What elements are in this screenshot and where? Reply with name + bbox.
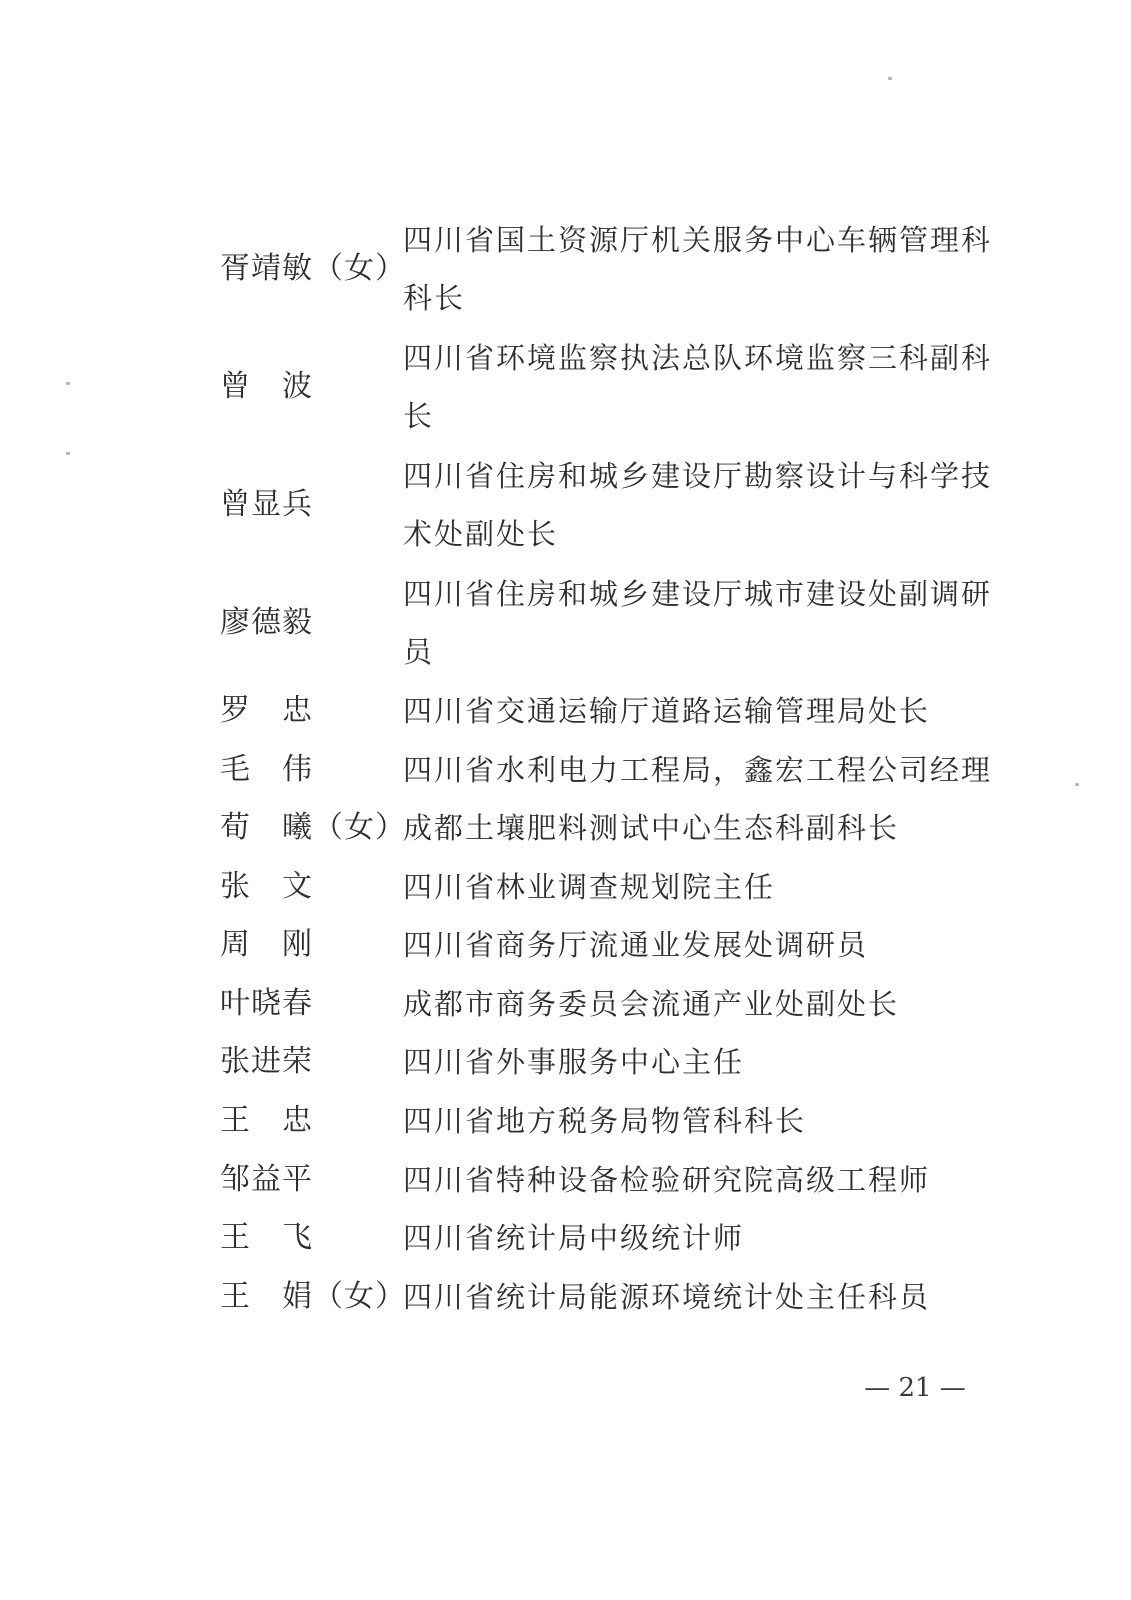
organization-line: 四川省国土资源厅机关服务中心车辆管理科 [403, 223, 993, 257]
person-name: 叶晓春 [220, 986, 313, 1021]
organization-title [403, 565, 1003, 681]
organization-line: 术处副处长 [403, 517, 559, 551]
person-name: 王 飞 [220, 1220, 313, 1255]
page-number: — 21 — [864, 1373, 966, 1403]
person-name: 张 文 [220, 869, 313, 904]
organization-title [403, 1092, 1003, 1150]
organization-title [403, 447, 1003, 563]
scan-speck [888, 77, 892, 80]
organization-title [403, 1033, 1003, 1091]
person-name: 荀 曦（女） [220, 810, 406, 845]
person-name: 廖德毅 [220, 605, 313, 640]
person-name: 邹益平 [220, 1162, 313, 1197]
scan-speck [66, 382, 70, 385]
scan-speck [1075, 783, 1079, 786]
organization-line: 四川省林业调查规划院主任 [403, 870, 776, 904]
person-name: 毛 伟 [220, 752, 313, 787]
organization-title [403, 1268, 1003, 1326]
person-name: 胥靖敏（女） [220, 251, 406, 286]
organization-line: 四川省统计局中级统计师 [403, 1221, 745, 1255]
organization-line: 四川省外事服务中心主任 [403, 1045, 745, 1079]
person-name: 曾显兵 [220, 487, 313, 522]
scan-speck [66, 452, 70, 455]
organization-title [403, 1151, 1003, 1209]
organization-line: 成都土壤肥料测试中心生态科副科长 [403, 811, 900, 845]
person-name: 张进荣 [220, 1044, 313, 1079]
organization-title [403, 329, 1003, 445]
organization-line: 科长 [403, 281, 466, 315]
organization-title [403, 975, 1003, 1033]
organization-line: 四川省水利电力工程局，鑫宏工程公司经理 [403, 753, 993, 787]
organization-title [403, 799, 1003, 857]
organization-line: 员 [403, 635, 435, 669]
organization-line: 四川省商务厅流通业发展处调研员 [403, 928, 869, 962]
organization-line: 四川省交通运输厅道路运输管理局处长 [403, 694, 931, 728]
organization-line: 四川省住房和城乡建设厅城市建设处副调研 [403, 577, 993, 611]
person-name: 曾 波 [220, 369, 313, 404]
person-name: 罗 忠 [220, 693, 313, 728]
organization-title [403, 211, 1003, 327]
organization-line: 长 [403, 399, 435, 433]
organization-title [403, 916, 1003, 974]
organization-title [403, 858, 1003, 916]
organization-title [403, 682, 1003, 740]
organization-title [403, 1209, 1003, 1267]
person-name: 王 娟（女） [220, 1279, 406, 1314]
organization-line: 四川省统计局能源环境统计处主任科员 [403, 1280, 931, 1314]
organization-line: 四川省住房和城乡建设厅勘察设计与科学技 [403, 459, 993, 493]
organization-title [403, 741, 1003, 799]
organization-line: 四川省特种设备检验研究院高级工程师 [403, 1163, 931, 1197]
person-name: 周 刚 [220, 927, 313, 962]
organization-line: 四川省地方税务局物管科科长 [403, 1104, 807, 1138]
organization-line: 四川省环境监察执法总队环境监察三科副科 [403, 341, 993, 375]
organization-line: 成都市商务委员会流通产业处副处长 [403, 987, 900, 1021]
person-name: 王 忠 [220, 1103, 313, 1138]
